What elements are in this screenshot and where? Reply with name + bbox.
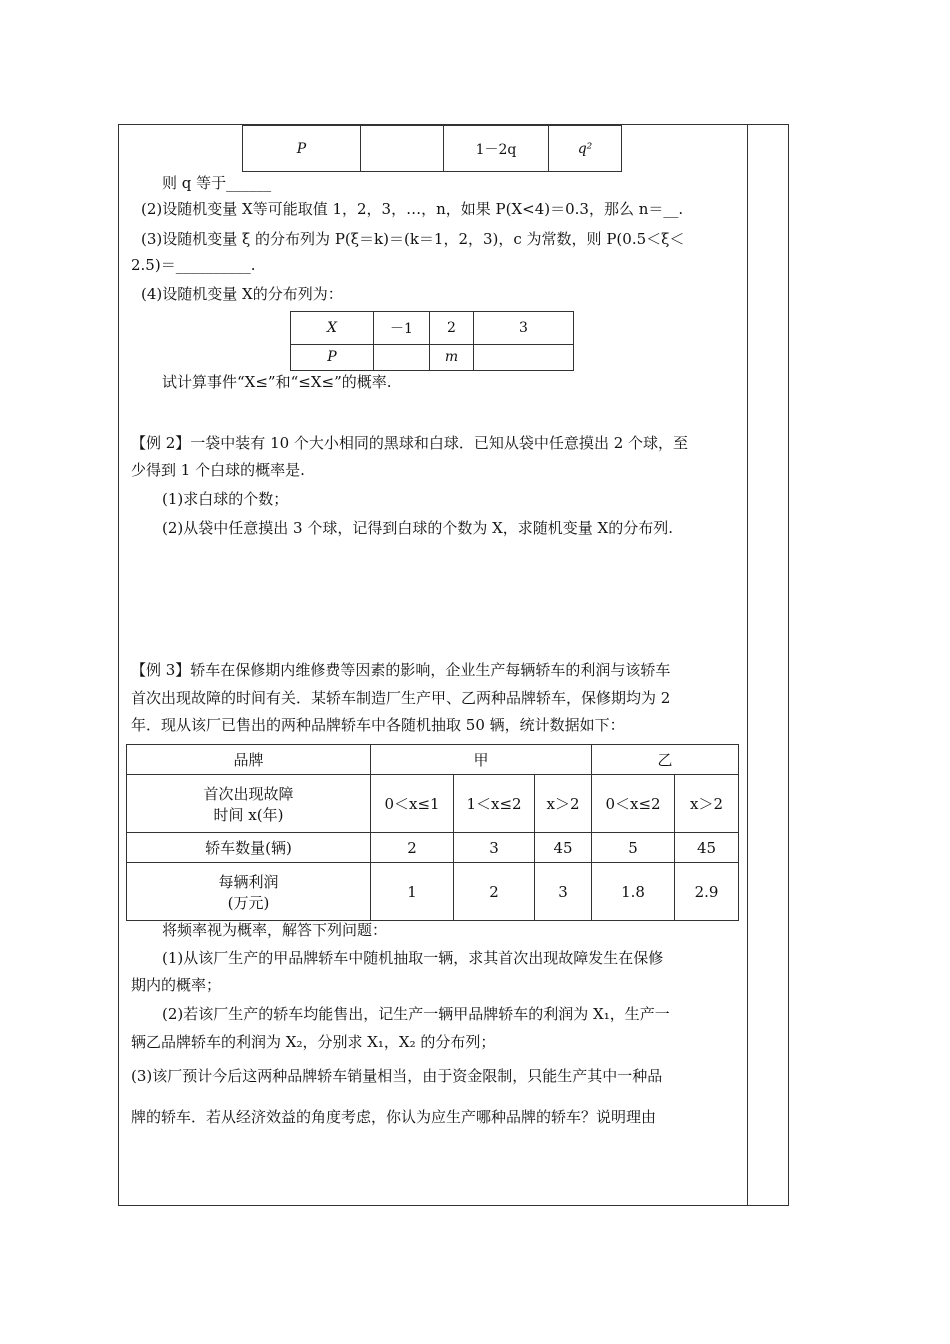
profit-label-line2: (万元) (227, 893, 270, 912)
table-cell: 1＜x≤2 (454, 775, 535, 833)
time-label-line1: 首次出现故障 (203, 784, 294, 803)
question-4: (4)设随机变量 X的分布列为： (141, 285, 343, 303)
right-column-divider (747, 124, 748, 1206)
table-p-row (242, 125, 622, 172)
question-2: (2)设随机变量 X等可能取值 1，2，3，…，n，如果 P(X<4)＝0.3，那么 n＝__. (141, 200, 684, 218)
example-2-title: 【例 2】一袋中装有 10 个大小相同的黑球和白球．已知从袋中任意摸出 2 个球，至 (131, 434, 689, 452)
example-2-question-1: (1)求白球的个数； (162, 490, 289, 508)
question-1-line2: 期内的概率； (131, 976, 222, 994)
question-3-line1: (3)设随机变量 ξ 的分布列为 P(ξ＝k)＝(k＝1，2，3)，c 为常数，则 P(0.5＜ξ＜ (141, 230, 685, 248)
table-cell: 乙 (592, 745, 739, 775)
table-cell: 3 (535, 863, 592, 921)
profit-label-line1: 每辆利润 (218, 872, 279, 891)
table-cell: 2 (430, 312, 474, 345)
table-cell: 轿车数量(辆) (127, 833, 371, 863)
table-x-distribution (290, 311, 574, 371)
time-label-line2: 时间 x(年) (213, 805, 284, 824)
example-3-line1: 【例 3】轿车在保修期内维修费等因素的影响，企业生产每辆轿车的利润与该轿车 (131, 661, 671, 679)
example-3-line2: 首次出现故障的时间有关．某轿车制造厂生产甲、乙两种品牌轿车，保修期均为 2 (131, 689, 671, 707)
table-cell: 2 (454, 863, 535, 921)
table-cell (127, 775, 371, 833)
table-car-data (126, 744, 739, 921)
table-cell: 甲 (371, 745, 592, 775)
table-cell: 0＜x≤2 (592, 775, 675, 833)
table-cell: 2 (371, 833, 454, 863)
question-3-line2: 2.5)＝__________. (131, 256, 256, 274)
table-cell: 2.9 (675, 863, 739, 921)
table-cell: 0＜x≤1 (371, 775, 454, 833)
example-3-line3: 年．现从该厂已售出的两种品牌轿车中各随机抽取 50 辆，统计数据如下： (131, 716, 625, 734)
table-cell: P (291, 344, 374, 370)
table-cell (374, 344, 430, 370)
table-cell: 3 (474, 312, 574, 345)
after-table-line: 将频率视为概率，解答下列问题： (162, 921, 388, 939)
table-cell: －1 (374, 312, 430, 345)
table-cell: X (291, 312, 374, 345)
table-cell: 45 (675, 833, 739, 863)
question-1-line1: (1)从该厂生产的甲品牌轿车中随机抽取一辆，求其首次出现故障发生在保修 (162, 949, 664, 967)
table-cell: 45 (535, 833, 592, 863)
question-2-line2: 辆乙品牌轿车的利润为 X₂，分别求 X₁，X₂ 的分布列； (131, 1033, 496, 1051)
table-cell: 5 (592, 833, 675, 863)
table-cell (127, 863, 371, 921)
table-cell: 1 (371, 863, 454, 921)
table-cell: 1－2q (444, 126, 549, 172)
question-4-ask: 试计算事件“X≤”和“≤X≤”的概率. (162, 373, 392, 391)
table-cell: P (243, 126, 361, 172)
table-cell: m (430, 344, 474, 370)
table-cell: x＞2 (675, 775, 739, 833)
question-3-line1: (3)该厂预计今后这两种品牌轿车销量相当，由于资金限制，只能生产其中一种品 (131, 1067, 663, 1085)
table-cell: 3 (454, 833, 535, 863)
q-equals-line: 则 q 等于______ (162, 174, 272, 192)
table-cell: q² (549, 126, 622, 172)
table-cell: 品牌 (127, 745, 371, 775)
table-cell: 1.8 (592, 863, 675, 921)
table-cell: x＞2 (535, 775, 592, 833)
table-cell (361, 126, 444, 172)
example-2-question-2: (2)从袋中任意摸出 3 个球，记得到白球的个数为 X，求随机变量 X的分布列. (162, 519, 673, 537)
question-3-line2: 牌的轿车．若从经济效益的角度考虑，你认为应生产哪种品牌的轿车？说明理由 (131, 1108, 657, 1126)
question-2-line1: (2)若该厂生产的轿车均能售出，记生产一辆甲品牌轿车的利润为 X₁，生产一 (162, 1005, 670, 1023)
table-cell (474, 344, 574, 370)
example-2-line2: 少得到 1 个白球的概率是. (131, 461, 305, 479)
